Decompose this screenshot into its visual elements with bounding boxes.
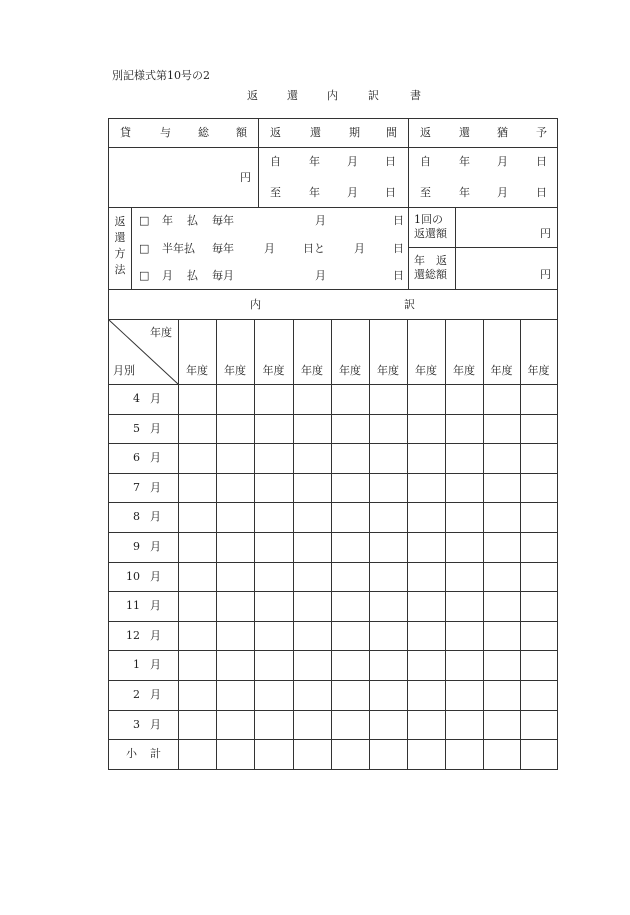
semiannual-day: 日 xyxy=(393,242,404,255)
annual-day: 日 xyxy=(393,214,404,227)
amount-cell[interactable] xyxy=(294,503,330,531)
month-number: 1 xyxy=(133,658,140,671)
year-header: 年度 xyxy=(224,364,246,377)
amount-cell[interactable] xyxy=(521,533,556,561)
amount-cell[interactable] xyxy=(217,651,253,679)
annual-total-yen: 円 xyxy=(540,268,551,281)
amount-cell[interactable] xyxy=(370,651,406,679)
loan-total-char: 与 xyxy=(160,126,171,139)
month-unit: 月 xyxy=(150,540,161,553)
amount-cell[interactable] xyxy=(255,474,292,502)
deferment-to-day: 日 xyxy=(536,186,547,199)
method-label-char: 返 xyxy=(114,215,126,228)
title-char: 内 xyxy=(327,89,338,102)
amount-cell[interactable] xyxy=(521,444,556,472)
amount-cell[interactable] xyxy=(217,622,253,650)
amount-cell[interactable] xyxy=(332,385,368,413)
form-number: 別記様式第10号の2 xyxy=(112,69,210,82)
amount-cell[interactable] xyxy=(332,622,368,650)
year-header: 年度 xyxy=(339,364,361,377)
month-number: 5 xyxy=(133,422,140,435)
amount-cell[interactable] xyxy=(521,563,556,591)
deferment-from: 自 xyxy=(420,155,431,168)
checkbox-monthly[interactable]: □ xyxy=(139,269,150,282)
amount-cell[interactable] xyxy=(370,622,406,650)
period-char: 返 xyxy=(270,126,281,139)
amount-cell[interactable] xyxy=(294,474,330,502)
amount-cell[interactable] xyxy=(484,592,519,620)
semiannual-day-and: 日と xyxy=(303,242,325,255)
month-unit: 月 xyxy=(150,451,161,464)
amount-cell[interactable] xyxy=(408,592,444,620)
amount-cell[interactable] xyxy=(370,533,406,561)
deferment-from-month: 月 xyxy=(497,155,508,168)
breakdown-char: 訳 xyxy=(404,298,415,311)
amount-cell[interactable] xyxy=(255,592,292,620)
subtotal-cell[interactable] xyxy=(217,740,253,768)
amount-cell[interactable] xyxy=(217,503,253,531)
period-to-year: 年 xyxy=(309,186,320,199)
method-label xyxy=(114,214,126,278)
amount-cell[interactable] xyxy=(446,681,482,709)
method-label-char: 法 xyxy=(114,263,126,276)
amount-cell[interactable] xyxy=(217,711,253,739)
amount-cell[interactable] xyxy=(294,651,330,679)
subtotal-cell[interactable] xyxy=(294,740,330,768)
amount-cell[interactable] xyxy=(521,592,556,620)
amount-cell[interactable] xyxy=(446,474,482,502)
semiannual-every: 毎年 xyxy=(212,242,234,255)
period-from: 自 xyxy=(270,155,281,168)
title-char: 返 xyxy=(247,89,258,102)
amount-cell[interactable] xyxy=(446,651,482,679)
amount-cell[interactable] xyxy=(217,563,253,591)
amount-cell[interactable] xyxy=(179,385,215,413)
subtotal-cell[interactable] xyxy=(408,740,444,768)
amount-cell[interactable] xyxy=(332,533,368,561)
amount-cell[interactable] xyxy=(484,681,519,709)
year-header: 年度 xyxy=(301,364,323,377)
amount-cell[interactable] xyxy=(332,444,368,472)
amount-cell[interactable] xyxy=(484,622,519,650)
annual-total-label-2: 還総額 xyxy=(414,268,447,281)
table-rule xyxy=(258,118,259,207)
month-unit: 月 xyxy=(150,629,161,642)
amount-cell[interactable] xyxy=(370,563,406,591)
deferment-char: 予 xyxy=(536,126,547,139)
amount-cell[interactable] xyxy=(408,563,444,591)
amount-cell[interactable] xyxy=(294,385,330,413)
amount-cell[interactable] xyxy=(408,415,444,443)
amount-cell[interactable] xyxy=(408,651,444,679)
amount-cell[interactable] xyxy=(484,563,519,591)
subtotal-cell[interactable] xyxy=(521,740,556,768)
amount-cell[interactable] xyxy=(484,474,519,502)
annual-label-b: 払 xyxy=(187,214,198,227)
amount-cell[interactable] xyxy=(484,711,519,739)
month-number: 9 xyxy=(133,540,140,553)
annual-every: 毎年 xyxy=(212,214,234,227)
subtotal-cell[interactable] xyxy=(446,740,482,768)
amount-cell[interactable] xyxy=(446,711,482,739)
amount-cell[interactable] xyxy=(370,415,406,443)
subtotal-cell[interactable] xyxy=(179,740,215,768)
month-unit: 月 xyxy=(150,392,161,405)
amount-cell[interactable] xyxy=(521,711,556,739)
subtotal-cell[interactable] xyxy=(332,740,368,768)
amount-cell[interactable] xyxy=(294,681,330,709)
month-number: 8 xyxy=(133,510,140,523)
amount-cell[interactable] xyxy=(217,415,253,443)
table-rule xyxy=(455,207,456,289)
subtotal-cell[interactable] xyxy=(370,740,406,768)
monthly-label-a: 月 xyxy=(162,269,173,282)
amount-cell[interactable] xyxy=(332,503,368,531)
amount-cell[interactable] xyxy=(217,533,253,561)
method-label-char: 還 xyxy=(114,231,126,244)
amount-cell[interactable] xyxy=(370,474,406,502)
amount-cell[interactable] xyxy=(408,711,444,739)
amount-cell[interactable] xyxy=(255,444,292,472)
amount-cell[interactable] xyxy=(484,444,519,472)
amount-cell[interactable] xyxy=(179,533,215,561)
semiannual-month-1: 月 xyxy=(264,242,275,255)
deferment-char: 猶 xyxy=(497,126,508,139)
deferment-to-month: 月 xyxy=(497,186,508,199)
amount-cell[interactable] xyxy=(217,444,253,472)
corner-year-label: 年度 xyxy=(150,326,172,339)
amount-cell[interactable] xyxy=(255,622,292,650)
table-rule xyxy=(108,769,558,770)
month-unit: 月 xyxy=(150,422,161,435)
amount-cell[interactable] xyxy=(294,533,330,561)
title-char: 書 xyxy=(410,89,421,102)
checkbox-annual[interactable]: □ xyxy=(139,214,150,227)
loan-total-yen: 円 xyxy=(240,171,251,184)
checkbox-semiannual[interactable]: □ xyxy=(139,242,150,255)
amount-cell[interactable] xyxy=(484,651,519,679)
amount-cell[interactable] xyxy=(255,651,292,679)
amount-cell[interactable] xyxy=(179,415,215,443)
amount-cell[interactable] xyxy=(484,503,519,531)
month-unit: 月 xyxy=(150,570,161,583)
amount-cell[interactable] xyxy=(446,563,482,591)
amount-cell[interactable] xyxy=(255,711,292,739)
method-label-char: 方 xyxy=(114,247,126,260)
amount-cell[interactable] xyxy=(521,474,556,502)
amount-cell[interactable] xyxy=(446,415,482,443)
table-rule xyxy=(108,118,558,119)
amount-cell[interactable] xyxy=(484,533,519,561)
amount-cell[interactable] xyxy=(332,681,368,709)
amount-cell[interactable] xyxy=(408,385,444,413)
title-char: 訳 xyxy=(368,89,379,102)
month-unit: 月 xyxy=(150,599,161,612)
amount-cell[interactable] xyxy=(332,592,368,620)
loan-total-char: 貸 xyxy=(120,126,131,139)
amount-cell[interactable] xyxy=(521,415,556,443)
amount-cell[interactable] xyxy=(446,533,482,561)
period-char: 間 xyxy=(386,126,397,139)
period-from-day: 日 xyxy=(385,155,396,168)
amount-cell[interactable] xyxy=(217,385,253,413)
table-rule xyxy=(408,247,558,248)
period-char: 還 xyxy=(310,126,321,139)
annual-month: 月 xyxy=(315,214,326,227)
subtotal-cell[interactable] xyxy=(484,740,519,768)
amount-cell[interactable] xyxy=(179,563,215,591)
amount-cell[interactable] xyxy=(484,385,519,413)
semiannual-month-2: 月 xyxy=(354,242,365,255)
month-number: 7 xyxy=(133,481,140,494)
amount-cell[interactable] xyxy=(408,622,444,650)
amount-cell[interactable] xyxy=(521,681,556,709)
year-header: 年度 xyxy=(453,364,475,377)
per-payment-label-1: 1回の xyxy=(414,213,443,226)
month-unit: 月 xyxy=(150,481,161,494)
table-rule xyxy=(108,207,558,208)
period-char: 期 xyxy=(349,126,360,139)
amount-cell[interactable] xyxy=(179,622,215,650)
month-unit: 月 xyxy=(150,718,161,731)
month-unit: 月 xyxy=(150,510,161,523)
amount-cell[interactable] xyxy=(370,503,406,531)
amount-cell[interactable] xyxy=(521,651,556,679)
monthly-day: 日 xyxy=(393,269,404,282)
monthly-month: 月 xyxy=(315,269,326,282)
amount-cell[interactable] xyxy=(332,711,368,739)
year-header: 年度 xyxy=(186,364,208,377)
amount-cell[interactable] xyxy=(408,533,444,561)
year-header: 年度 xyxy=(527,364,550,377)
amount-cell[interactable] xyxy=(408,503,444,531)
month-number: 10 xyxy=(126,570,140,583)
amount-cell[interactable] xyxy=(179,592,215,620)
amount-cell[interactable] xyxy=(179,651,215,679)
month-number: 6 xyxy=(133,451,140,464)
amount-cell[interactable] xyxy=(446,592,482,620)
month-number: 4 xyxy=(133,392,140,405)
monthly-every: 毎月 xyxy=(212,269,234,282)
annual-label-a: 年 xyxy=(162,214,173,227)
month-unit: 月 xyxy=(150,688,161,701)
amount-cell[interactable] xyxy=(332,563,368,591)
amount-cell[interactable] xyxy=(521,503,556,531)
amount-cell[interactable] xyxy=(370,592,406,620)
amount-cell[interactable] xyxy=(179,681,215,709)
amount-cell[interactable] xyxy=(446,444,482,472)
amount-cell[interactable] xyxy=(255,415,292,443)
subtotal-char: 計 xyxy=(150,747,161,760)
amount-cell[interactable] xyxy=(370,385,406,413)
subtotal-char: 小 xyxy=(126,747,137,760)
amount-cell[interactable] xyxy=(294,415,330,443)
amount-cell[interactable] xyxy=(255,681,292,709)
month-number: 12 xyxy=(126,629,140,642)
amount-cell[interactable] xyxy=(408,681,444,709)
table-rule xyxy=(131,207,132,289)
deferment-from-day: 日 xyxy=(536,155,547,168)
month-number: 2 xyxy=(133,688,140,701)
title-char: 還 xyxy=(287,89,298,102)
monthly-label-b: 払 xyxy=(187,269,198,282)
amount-cell[interactable] xyxy=(255,503,292,531)
period-to-month: 月 xyxy=(347,186,358,199)
amount-cell[interactable] xyxy=(332,651,368,679)
deferment-to-year: 年 xyxy=(459,186,470,199)
semiannual-label: 半年払 xyxy=(162,242,195,255)
loan-total-char: 総 xyxy=(198,126,209,139)
amount-cell[interactable] xyxy=(217,681,253,709)
year-header: 年度 xyxy=(262,364,285,377)
amount-cell[interactable] xyxy=(370,444,406,472)
amount-cell[interactable] xyxy=(255,533,292,561)
loan-total-char: 額 xyxy=(236,126,247,139)
table-rule xyxy=(108,147,558,148)
amount-cell[interactable] xyxy=(446,385,482,413)
corner-month-label: 月別 xyxy=(113,364,135,377)
amount-cell[interactable] xyxy=(255,563,292,591)
period-from-month: 月 xyxy=(347,155,358,168)
table-rule xyxy=(108,289,558,290)
amount-cell[interactable] xyxy=(521,622,556,650)
amount-cell[interactable] xyxy=(179,444,215,472)
amount-cell[interactable] xyxy=(255,385,292,413)
year-header: 年度 xyxy=(377,364,399,377)
table-rule xyxy=(408,118,409,207)
breakdown-char: 内 xyxy=(250,298,261,311)
amount-cell[interactable] xyxy=(179,711,215,739)
annual-total-label-1: 年 返 xyxy=(414,254,447,267)
amount-cell[interactable] xyxy=(294,622,330,650)
amount-cell[interactable] xyxy=(294,592,330,620)
subtotal-cell[interactable] xyxy=(255,740,292,768)
deferment-from-year: 年 xyxy=(459,155,470,168)
amount-cell[interactable] xyxy=(294,563,330,591)
year-header: 年度 xyxy=(490,364,513,377)
amount-cell[interactable] xyxy=(217,474,253,502)
amount-cell[interactable] xyxy=(370,711,406,739)
per-payment-yen: 円 xyxy=(540,227,551,240)
amount-cell[interactable] xyxy=(217,592,253,620)
amount-cell[interactable] xyxy=(370,681,406,709)
amount-cell[interactable] xyxy=(484,415,519,443)
amount-cell[interactable] xyxy=(521,385,556,413)
amount-cell[interactable] xyxy=(294,711,330,739)
amount-cell[interactable] xyxy=(408,444,444,472)
period-from-year: 年 xyxy=(309,155,320,168)
amount-cell[interactable] xyxy=(446,503,482,531)
per-payment-label-2: 返還額 xyxy=(414,227,447,240)
deferment-char: 還 xyxy=(459,126,470,139)
amount-cell[interactable] xyxy=(179,474,215,502)
amount-cell[interactable] xyxy=(408,474,444,502)
month-unit: 月 xyxy=(150,658,161,671)
amount-cell[interactable] xyxy=(332,415,368,443)
month-number: 3 xyxy=(133,718,140,731)
table-rule xyxy=(408,207,409,289)
amount-cell[interactable] xyxy=(179,503,215,531)
deferment-char: 返 xyxy=(420,126,431,139)
amount-cell[interactable] xyxy=(446,622,482,650)
amount-cell[interactable] xyxy=(332,474,368,502)
amount-cell[interactable] xyxy=(294,444,330,472)
period-to-day: 日 xyxy=(385,186,396,199)
deferment-to: 至 xyxy=(420,186,431,199)
period-to: 至 xyxy=(270,186,281,199)
year-header: 年度 xyxy=(415,364,437,377)
month-number: 11 xyxy=(126,599,140,612)
